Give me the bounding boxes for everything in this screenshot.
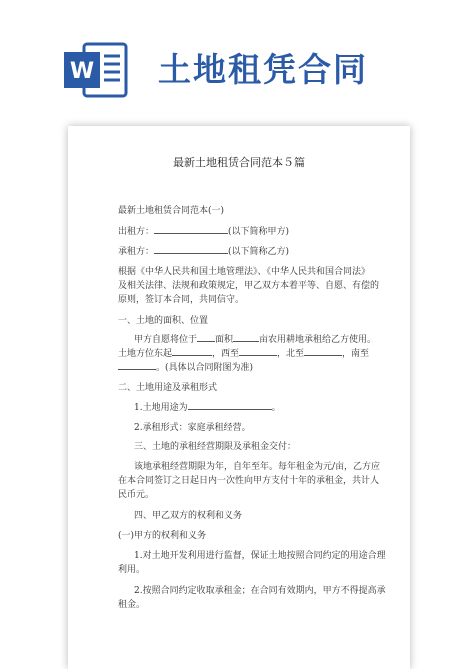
document-banner: [0, 0, 474, 110]
lessee-blank: [154, 244, 228, 254]
section-1-line: [134, 332, 376, 347]
intro-line: 原则，签订本合同，共同信守。: [118, 295, 245, 305]
section-1-line: [118, 360, 253, 375]
text-fragment: ，西至: [212, 349, 240, 359]
lessor-blank: [154, 224, 228, 234]
section-2-heading: 二、土地用途及承租形式: [118, 383, 218, 393]
area-blank: [233, 332, 259, 342]
word-document-icon: [60, 40, 130, 100]
east-blank: [172, 346, 212, 356]
text-fragment: ，北至: [277, 349, 305, 359]
location-blank: [197, 332, 215, 342]
west-blank: [239, 346, 277, 356]
section-3-line: 在本合同签订之日起日内一次性向甲方支付十年的承租金，共计人: [118, 476, 380, 486]
text-fragment: 。(具体以合同附图为准): [156, 363, 254, 373]
south-blank: [118, 360, 156, 370]
north-blank: [304, 346, 342, 356]
section-4-subheading: (一)甲方的权利和义务: [118, 531, 207, 541]
land-use-blank: [188, 400, 272, 410]
banner-title: 土地租凭合同: [158, 50, 368, 89]
lessee-suffix: (以下简称乙方): [228, 247, 290, 257]
section-4-heading: 四、甲乙双方的权利和义务: [134, 511, 243, 521]
section-heading: 最新土地租赁合同范本(一): [118, 206, 225, 216]
lessee-label: 承租方：: [118, 247, 155, 257]
document-title: 最新土地租赁合同范本５篇: [173, 156, 305, 169]
lessee-line: [118, 244, 289, 259]
lessor-suffix: (以下简称甲方): [228, 227, 290, 237]
text-fragment: 亩农用耕地承租给乙方使用。: [259, 335, 377, 345]
section-4-line: 2.按照合同约定收取承租金；在合同有效期内，甲方不得提高承: [134, 586, 386, 596]
text-fragment: 1.土地用途为: [134, 403, 188, 413]
section-1-heading: 一、土地的面积、位置: [118, 316, 209, 326]
text-fragment: 土地方位东起: [118, 349, 173, 359]
lessor-label: 出租方：: [118, 227, 155, 237]
intro-line: 根据《中华人民共和国土地管理法》、《中华人民共和国合同法》: [118, 267, 371, 277]
section-4-line: 1.对土地开发利用进行监督，保证土地按照合同约定的用途合理: [134, 551, 386, 561]
intro-line: 及相关法律、法规和政策规定，甲乙双方本着平等、自愿、有偿的: [118, 281, 380, 291]
word-icon-letter: W: [69, 59, 95, 84]
section-1-line: [118, 346, 369, 361]
section-2-item: 2.承租形式：家庭承租经营。: [134, 423, 251, 433]
text-fragment: ，南至: [342, 349, 370, 359]
text-fragment: 。: [271, 403, 281, 413]
section-3-line: 该地承租经营期限为年，自年至年。每年租金为元/亩，乙方应: [134, 462, 381, 472]
text-fragment: 甲方自愿将位于: [134, 335, 198, 345]
section-3-line: 民币元。: [118, 490, 155, 500]
section-4-line: 利用。: [118, 565, 146, 575]
section-2-item: [134, 400, 281, 415]
section-4-line: 租金。: [118, 600, 146, 610]
section-3-heading: 三、土地的承租经营期限及承租金交付：: [134, 442, 297, 452]
document-page: [68, 126, 410, 669]
lessor-line: [118, 224, 289, 239]
text-fragment: 面积: [215, 335, 234, 345]
